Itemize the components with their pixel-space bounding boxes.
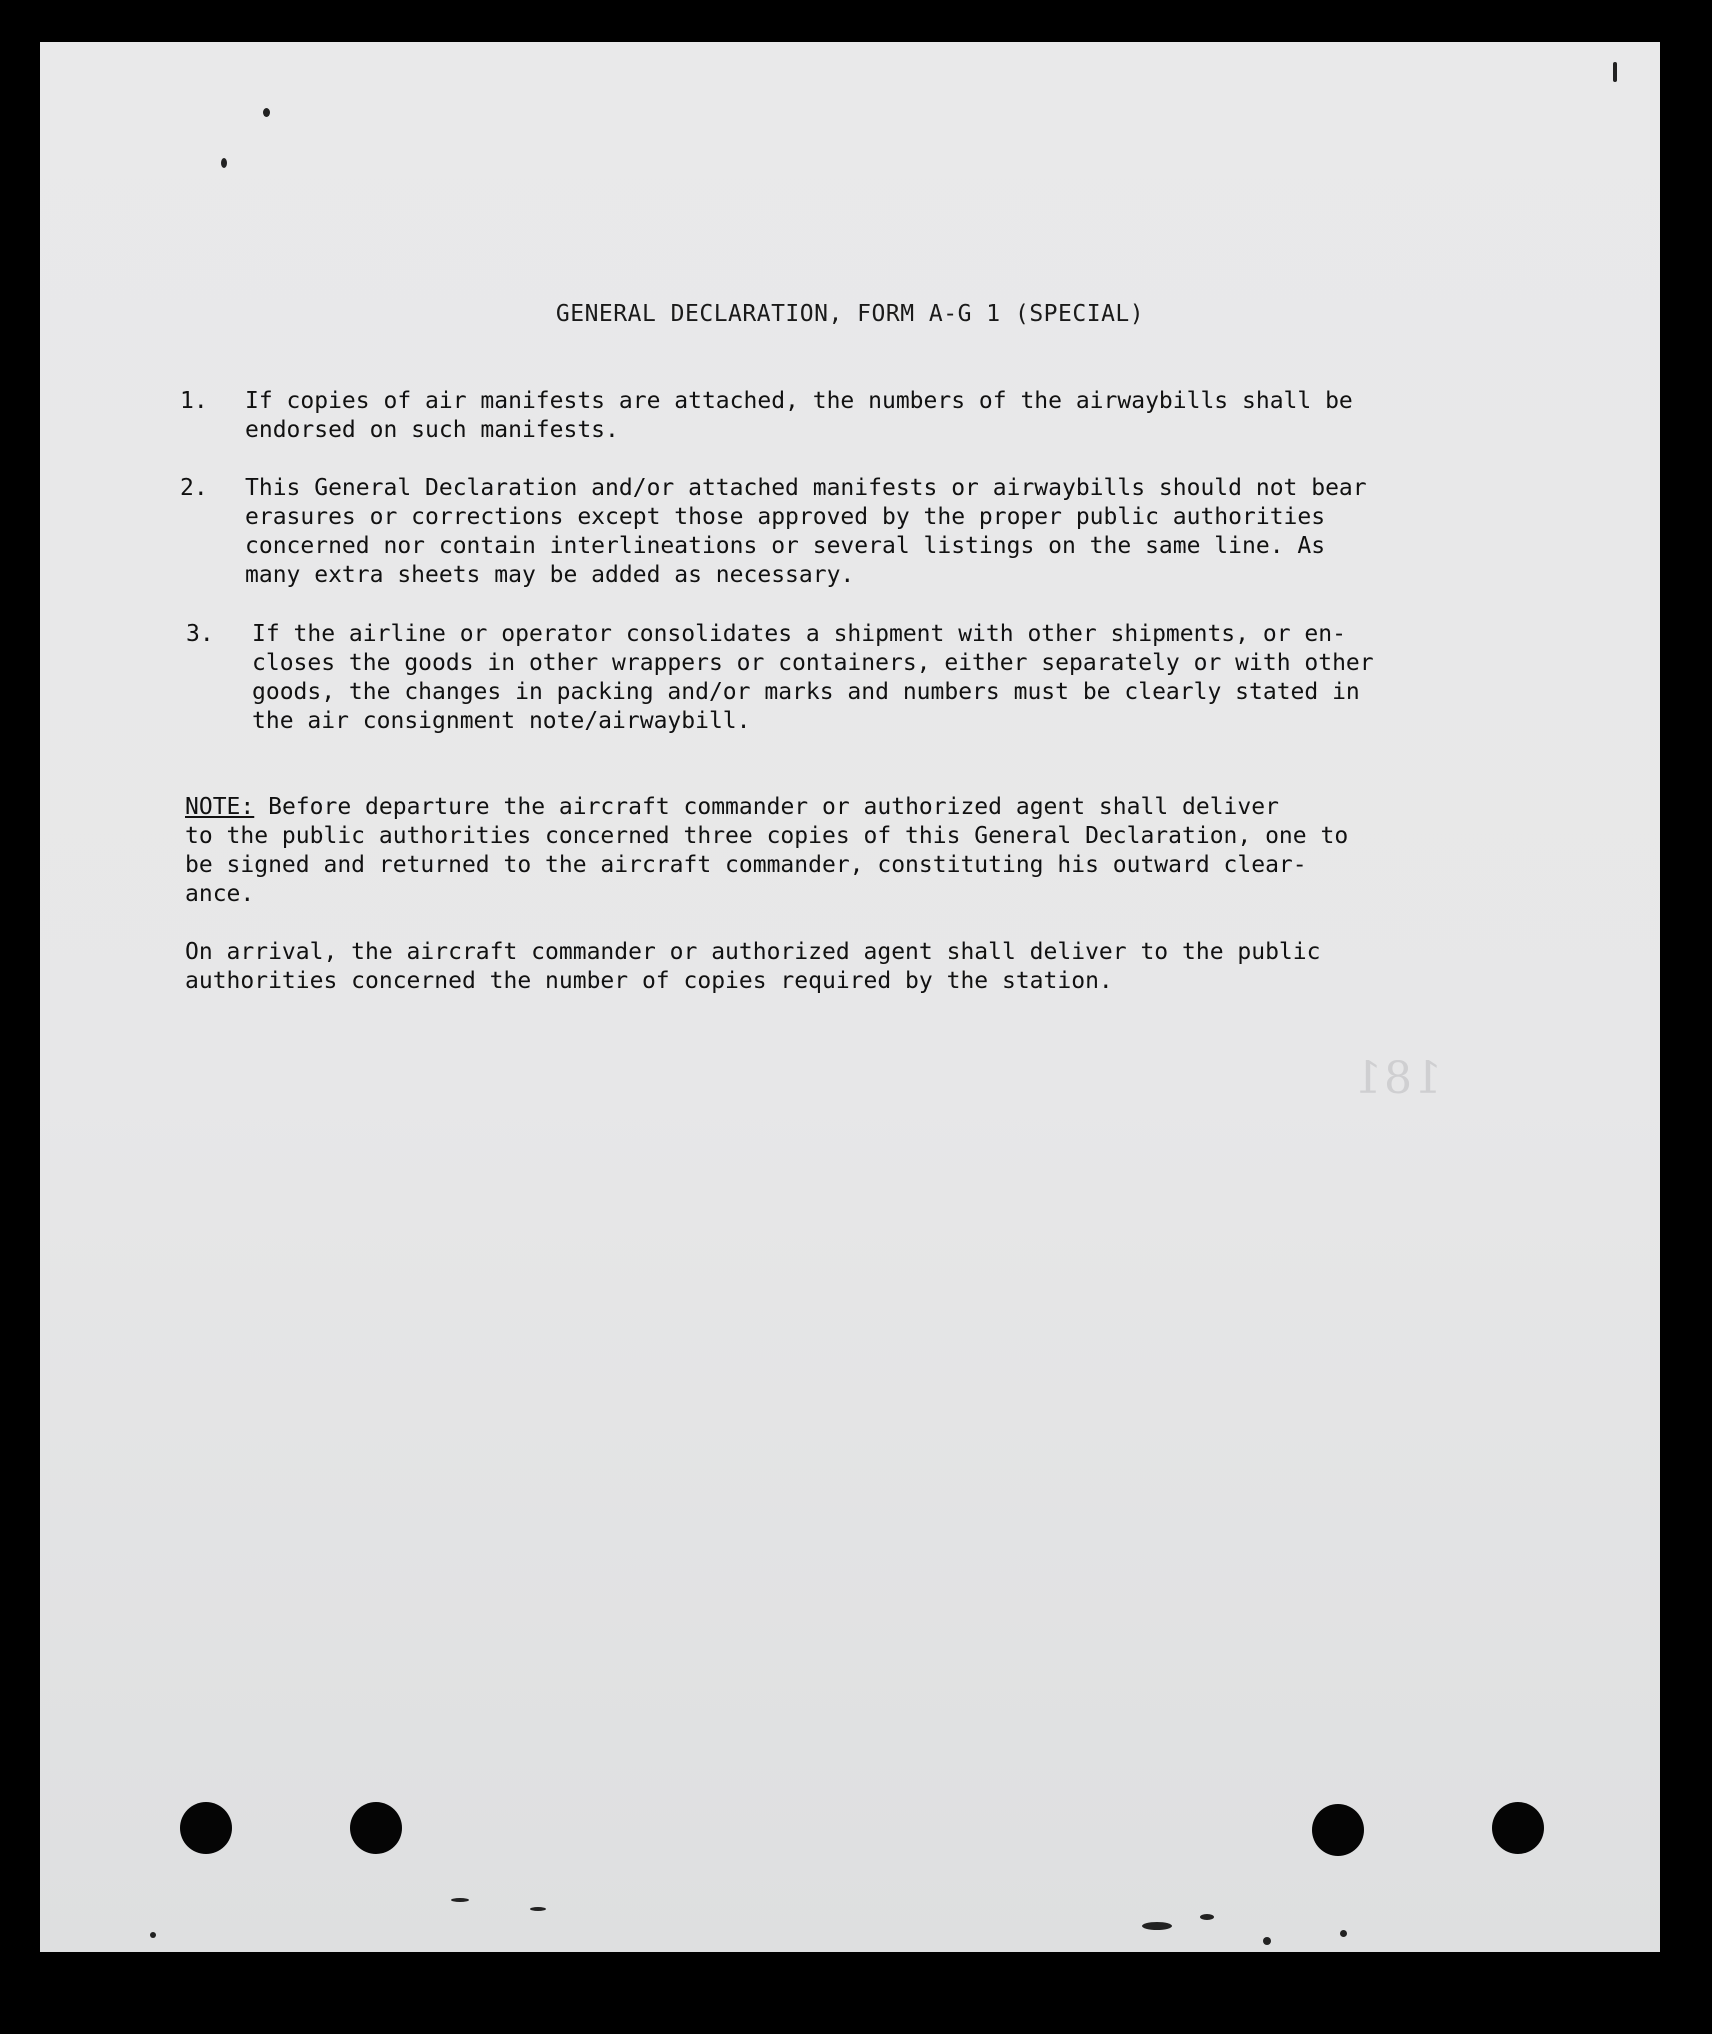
list-item-text: If the airline or operator consolidates a shipment with other shipments, or en- closes the goods in other wrappers or containers, either separately or with other goods, the changes in packing and/or marks and numbers must be clearly stated in the air consignment note/airwaybill. <box>252 621 1374 734</box>
document-title: GENERAL DECLARATION, FORM A-G 1 (SPECIAL) <box>555 301 1145 327</box>
list-item-1 <box>180 387 1570 445</box>
list-item-text: If copies of air manifests are attached, the numbers of the airwaybills shall be endorsed on such manifests. <box>245 388 1353 443</box>
speck <box>221 158 227 168</box>
note-text: Before departure the aircraft commander or authorized agent shall deliver to the public authorities concerned three copies of this General Declaration, one to be signed and returned to the aircraft commander, constituting his outward clear- ance. <box>185 794 1349 907</box>
speck <box>451 1898 469 1902</box>
arrival-paragraph: On arrival, the aircraft commander or authorized agent shall deliver to the public authorities concerned the number of copies required by the station. <box>185 939 1321 994</box>
speck <box>150 1932 156 1938</box>
speck <box>1200 1914 1214 1920</box>
speck <box>530 1907 546 1911</box>
speck <box>1142 1922 1172 1930</box>
punch-hole <box>1492 1802 1544 1854</box>
list-item-text: This General Declaration and/or attached manifests or airwaybills should not bear erasures or corrections except those approved by the proper public authorities concerned nor contain interlineations or several listings on the same line. As many extra sheets may be added as necessary. <box>245 475 1367 588</box>
speck <box>263 108 270 117</box>
punch-hole <box>1312 1804 1364 1856</box>
note-label: NOTE: <box>185 794 255 820</box>
list-item-2 <box>180 474 1570 590</box>
list-item-number: 2. <box>180 475 208 501</box>
note-paragraph <box>185 793 1525 909</box>
punch-hole <box>180 1802 232 1854</box>
list-item-number: 1. <box>180 388 208 414</box>
list-item-number: 3. <box>186 621 214 647</box>
bleed-through-mark: 181 <box>1352 1053 1442 1104</box>
speck <box>1263 1937 1271 1945</box>
document-page <box>40 42 1660 1952</box>
speck <box>1613 62 1617 82</box>
punch-hole <box>350 1802 402 1854</box>
speck <box>1340 1930 1347 1937</box>
list-item-3 <box>180 620 1570 736</box>
